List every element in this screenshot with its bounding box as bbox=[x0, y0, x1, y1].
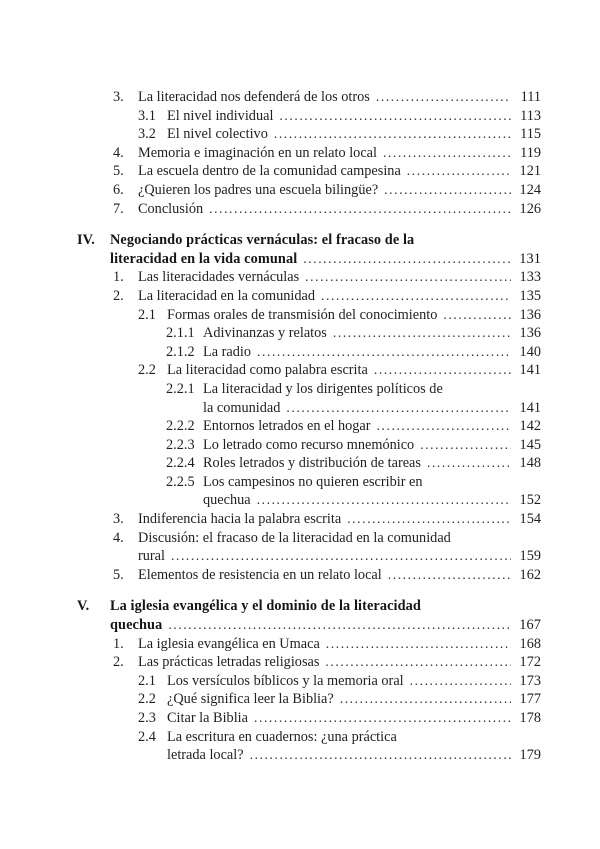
toc-entry bbox=[77, 597, 541, 634]
toc-entry-text: ¿Qué significa leer la Biblia? bbox=[167, 691, 334, 708]
toc-entry-text: La literacidad en la comunidad bbox=[138, 287, 316, 304]
toc-entry-body bbox=[203, 436, 541, 455]
dot-leader bbox=[209, 200, 511, 219]
toc-entry-lastline bbox=[138, 88, 541, 107]
dot-leader bbox=[377, 417, 511, 436]
toc-entry-body bbox=[167, 361, 541, 380]
toc-entry-text: El nivel individual bbox=[167, 107, 274, 124]
toc-entry bbox=[77, 510, 541, 529]
toc-entry bbox=[77, 361, 541, 380]
toc-entry-text: La radio bbox=[203, 343, 252, 360]
toc-entry-lastline bbox=[138, 635, 541, 654]
toc-entry-number: 2.2.1 bbox=[166, 380, 195, 397]
dot-leader bbox=[326, 635, 511, 654]
toc-entry-page-number: 179 bbox=[519, 747, 541, 764]
toc-entry-page-number: 148 bbox=[519, 455, 541, 472]
dot-leader bbox=[286, 399, 511, 418]
dot-leader bbox=[257, 491, 511, 510]
toc-entry-number: 6. bbox=[113, 181, 124, 198]
dot-leader bbox=[321, 287, 511, 306]
toc-entry-lastline bbox=[138, 653, 541, 672]
toc-entry bbox=[77, 231, 541, 268]
toc-entry-number: 2.2 bbox=[138, 362, 156, 379]
toc-entry bbox=[77, 417, 541, 436]
toc-entry-body bbox=[167, 690, 541, 709]
toc-entry-page-number: 113 bbox=[520, 107, 541, 124]
toc-entry-body bbox=[203, 343, 541, 362]
toc-entry-text: quechua bbox=[110, 617, 163, 634]
toc-entry-page-number: 159 bbox=[519, 548, 541, 565]
toc-entry-page-number: 141 bbox=[519, 362, 541, 379]
toc-entry-lastline bbox=[110, 250, 541, 269]
toc-entry-lastline bbox=[167, 709, 541, 728]
toc-entry-body bbox=[203, 473, 541, 510]
toc-entry-page-number: 141 bbox=[519, 399, 541, 416]
toc-entry-text: Memoria e imaginación en un relato local bbox=[138, 144, 377, 161]
toc-entry-body bbox=[203, 454, 541, 473]
toc-entry-lastline bbox=[138, 510, 541, 529]
dot-leader bbox=[374, 361, 511, 380]
toc-entry-number: 2.1 bbox=[138, 306, 156, 323]
toc-entry bbox=[77, 88, 541, 107]
toc-entry-number: 2.2.5 bbox=[166, 473, 195, 490]
toc-entry-body bbox=[167, 107, 541, 126]
dot-leader bbox=[427, 454, 511, 473]
toc-entry-number: 3.1 bbox=[138, 107, 156, 124]
toc-entry-lastline bbox=[138, 144, 541, 163]
toc-entry bbox=[77, 653, 541, 672]
dot-leader bbox=[333, 324, 511, 343]
toc-entry-text: La literacidad nos defenderá de los otros bbox=[138, 89, 370, 105]
toc-entry-lastline bbox=[167, 690, 541, 709]
toc-entry-number: 2.2 bbox=[138, 691, 156, 708]
toc-entry-text: letrada local? bbox=[167, 747, 244, 764]
dot-leader bbox=[279, 107, 511, 126]
toc-entry bbox=[77, 690, 541, 709]
toc-entry bbox=[77, 125, 541, 144]
toc-entry-text: ¿Quieren los padres una escuela bilingüe? bbox=[138, 181, 379, 198]
toc-entry-lastline bbox=[203, 343, 541, 362]
toc-entry-page-number: 173 bbox=[519, 672, 541, 689]
toc-entry-body bbox=[138, 162, 541, 181]
toc-entry-number: 2.2.4 bbox=[166, 455, 195, 472]
toc-entry-body bbox=[203, 417, 541, 436]
dot-leader bbox=[171, 547, 511, 566]
dot-leader bbox=[410, 672, 511, 691]
toc-entry bbox=[77, 268, 541, 287]
toc-entry-lastline bbox=[203, 454, 541, 473]
toc-entry-text-line: La iglesia evangélica y el dominio de la literacidad bbox=[110, 598, 421, 615]
toc-entry-text: la comunidad bbox=[203, 399, 281, 416]
toc-entry-text: Roles letrados y distribución de tareas bbox=[203, 455, 421, 472]
toc-entry-page-number: 154 bbox=[519, 511, 541, 528]
toc-entry-page-number: 162 bbox=[519, 566, 541, 583]
toc-entry-page-number: 178 bbox=[519, 710, 541, 726]
toc-entry-body bbox=[203, 380, 541, 417]
toc-entry-number: 3. bbox=[113, 89, 124, 105]
toc-entry-text: Elementos de resistencia en un relato local bbox=[138, 566, 382, 583]
toc-entry-body bbox=[138, 635, 541, 654]
dot-leader bbox=[383, 144, 511, 163]
toc-entry-page-number: 135 bbox=[519, 287, 541, 304]
toc-entry-body bbox=[138, 200, 541, 219]
toc-entry bbox=[77, 454, 541, 473]
toc-entry-lastline bbox=[167, 125, 541, 144]
toc-entry-page-number: 126 bbox=[519, 200, 541, 217]
toc-entry-text: La escuela dentro de la comunidad campesina bbox=[138, 163, 401, 180]
toc-entry-page-number: 177 bbox=[519, 691, 541, 708]
toc-entry-body bbox=[167, 728, 541, 765]
dot-leader bbox=[376, 88, 511, 107]
toc-entry-lastline bbox=[203, 324, 541, 343]
toc-entry-lastline bbox=[138, 547, 541, 566]
toc-entry-text: Citar la Biblia bbox=[167, 710, 248, 726]
dot-leader bbox=[388, 566, 511, 585]
toc-entry-page-number: 133 bbox=[519, 269, 541, 286]
toc-entry bbox=[77, 144, 541, 163]
toc-entry-number: 1. bbox=[113, 635, 124, 652]
toc-entry-text-line: La literacidad y los dirigentes políticos de bbox=[203, 380, 443, 397]
toc-entry-lastline bbox=[138, 268, 541, 287]
toc-entry bbox=[77, 287, 541, 306]
toc-entry-text: El nivel colectivo bbox=[167, 126, 268, 143]
dot-leader bbox=[340, 690, 511, 709]
dot-leader bbox=[250, 746, 511, 765]
toc-entry-body bbox=[138, 510, 541, 529]
toc-entry-text-line: La escritura en cuadernos: ¿una práctica bbox=[167, 728, 397, 745]
toc-entry-text-line: Discusión: el fracaso de la literacidad en la comunidad bbox=[138, 529, 451, 546]
toc-entry bbox=[77, 380, 541, 417]
toc-entry-lastline bbox=[138, 181, 541, 200]
toc-entry-body bbox=[138, 88, 541, 107]
toc-entry-body bbox=[167, 306, 541, 325]
dot-leader bbox=[384, 181, 511, 200]
toc-entry-body bbox=[138, 181, 541, 200]
toc-entry-number: 2.4 bbox=[138, 728, 156, 745]
toc-entry-number: 1. bbox=[113, 269, 124, 286]
toc-entry bbox=[77, 473, 541, 510]
toc-entry-body bbox=[138, 144, 541, 163]
toc-entry bbox=[77, 306, 541, 325]
toc-entry-number: 2.1 bbox=[138, 672, 156, 689]
toc-entry bbox=[77, 181, 541, 200]
toc-entry-page-number: 136 bbox=[519, 325, 541, 342]
toc-entry-text: Adivinanzas y relatos bbox=[203, 325, 327, 342]
toc-entry-text-line: Negociando prácticas vernáculas: el fracaso de la bbox=[110, 232, 415, 249]
toc-entry bbox=[77, 107, 541, 126]
toc-entry-page-number: 115 bbox=[520, 126, 541, 143]
toc-entry-number: 2.1.2 bbox=[166, 343, 195, 360]
toc-entry-text: La literacidad como palabra escrita bbox=[167, 362, 368, 379]
toc-entry-text: Lo letrado como recurso mnemónico bbox=[203, 436, 415, 453]
toc-entry-number: 2. bbox=[113, 654, 124, 671]
dot-leader bbox=[443, 306, 511, 325]
toc-entry-number: 3. bbox=[113, 511, 124, 528]
toc-entry-page-number: 142 bbox=[519, 418, 541, 435]
toc-entry bbox=[77, 324, 541, 343]
toc-entry-number: 2.2.2 bbox=[166, 418, 195, 435]
dot-leader bbox=[407, 162, 511, 181]
toc-entry-body bbox=[167, 672, 541, 691]
toc-entry-page-number: 168 bbox=[519, 635, 541, 652]
dot-leader bbox=[347, 510, 511, 529]
toc-entry-page-number: 172 bbox=[519, 654, 541, 671]
toc-entry-page-number: 152 bbox=[519, 492, 541, 509]
dot-leader bbox=[274, 125, 511, 144]
toc-entry-body bbox=[167, 125, 541, 144]
toc-entry-page-number: 119 bbox=[520, 144, 541, 161]
dot-leader bbox=[254, 709, 511, 728]
toc-entry-number: 2.3 bbox=[138, 710, 156, 726]
toc-entry-number: 3.2 bbox=[138, 126, 156, 143]
toc-entry-text: quechua bbox=[203, 492, 251, 509]
toc-entry-text-line: Los campesinos no quieren escribir en bbox=[203, 473, 423, 490]
dot-leader bbox=[303, 250, 511, 269]
toc-entry-text: rural bbox=[138, 548, 165, 565]
toc-entry-page-number: 111 bbox=[520, 89, 541, 105]
toc-entry bbox=[77, 162, 541, 181]
toc-entry-body bbox=[138, 287, 541, 306]
toc-entry-lastline bbox=[138, 287, 541, 306]
toc-entry bbox=[77, 709, 541, 728]
toc-entry-page-number: 131 bbox=[519, 250, 541, 267]
toc-entry-number: 2.2.3 bbox=[166, 436, 195, 453]
toc-entry-text: Los versículos bíblicos y la memoria oral bbox=[167, 672, 404, 689]
toc-entry-text: Entornos letrados en el hogar bbox=[203, 418, 371, 435]
toc-entry-number: 5. bbox=[113, 566, 124, 583]
toc-entry-lastline bbox=[167, 672, 541, 691]
toc-entry-lastline bbox=[167, 306, 541, 325]
toc-entry-body bbox=[138, 529, 541, 566]
toc-entry bbox=[77, 566, 541, 585]
toc-entry-page-number: 136 bbox=[519, 306, 541, 323]
toc-entry-lastline bbox=[203, 436, 541, 455]
toc-entry-lastline bbox=[138, 162, 541, 181]
toc-entry-number: IV. bbox=[77, 232, 95, 249]
toc-entry-text: Formas orales de transmisión del conocimiento bbox=[167, 306, 438, 323]
toc-entry-number: 2. bbox=[113, 287, 124, 304]
toc-entry bbox=[77, 635, 541, 654]
toc-entry-lastline bbox=[203, 491, 541, 510]
toc-entry-body bbox=[167, 709, 541, 728]
toc-entry-text: Conclusión bbox=[138, 200, 204, 217]
toc-entry-lastline bbox=[110, 616, 541, 635]
toc-entry-body bbox=[138, 653, 541, 672]
toc-entry-body bbox=[138, 566, 541, 585]
toc-entry-page-number: 140 bbox=[519, 343, 541, 360]
toc-entry bbox=[77, 728, 541, 765]
toc-entry-page-number: 121 bbox=[519, 163, 541, 180]
toc-entry-number: 4. bbox=[113, 144, 124, 161]
toc-entry-lastline bbox=[167, 361, 541, 380]
dot-leader bbox=[168, 616, 511, 635]
toc-entry-text: Las literacidades vernáculas bbox=[138, 269, 300, 286]
dot-leader bbox=[257, 343, 511, 362]
toc-entry-lastline bbox=[203, 417, 541, 436]
toc-entry-number: 5. bbox=[113, 163, 124, 180]
toc-entry-lastline bbox=[167, 746, 541, 765]
toc-entry-number: 2.1.1 bbox=[166, 325, 195, 342]
toc-entry-body bbox=[110, 597, 541, 634]
toc-entry bbox=[77, 343, 541, 362]
toc-entry bbox=[77, 200, 541, 219]
toc-entry bbox=[77, 529, 541, 566]
toc-entry-text: literacidad en la vida comunal bbox=[110, 250, 298, 267]
toc-entry-lastline bbox=[138, 566, 541, 585]
toc-entry bbox=[77, 436, 541, 455]
toc-entry-number: V. bbox=[77, 598, 90, 615]
toc-entry-text: La iglesia evangélica en Umaca bbox=[138, 635, 320, 652]
toc-entry bbox=[77, 672, 541, 691]
toc-entry-text: Indiferencia hacia la palabra escrita bbox=[138, 511, 342, 528]
toc-entry-lastline bbox=[203, 399, 541, 418]
dot-leader bbox=[325, 653, 511, 672]
toc-entry-body bbox=[203, 324, 541, 343]
dot-leader bbox=[420, 436, 511, 455]
toc-entry-number: 4. bbox=[113, 529, 124, 546]
toc-entry-body bbox=[110, 231, 541, 268]
toc-entry-number: 7. bbox=[113, 200, 124, 217]
toc-entry-body bbox=[138, 268, 541, 287]
dot-leader bbox=[305, 268, 511, 287]
toc-list bbox=[77, 88, 541, 765]
toc-entry-page-number: 145 bbox=[519, 436, 541, 453]
toc-entry-lastline bbox=[138, 200, 541, 219]
toc-entry-text: Las prácticas letradas religiosas bbox=[138, 654, 320, 671]
toc-entry-page-number: 167 bbox=[519, 617, 541, 634]
toc-entry-lastline bbox=[167, 107, 541, 126]
toc-entry-page-number: 124 bbox=[519, 181, 541, 198]
